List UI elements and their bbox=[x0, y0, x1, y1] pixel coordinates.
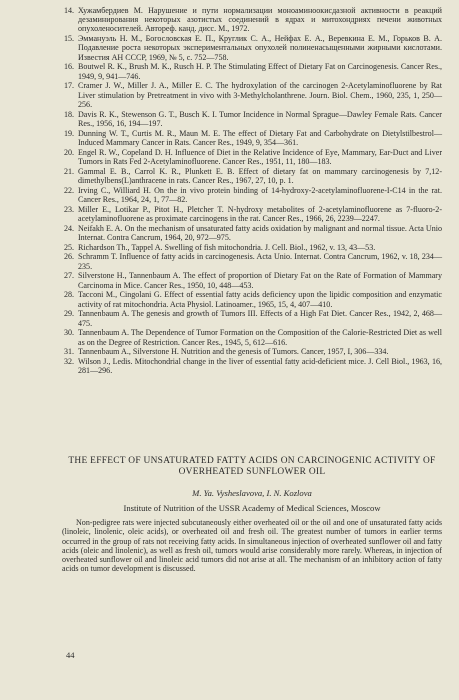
reference-item bbox=[62, 357, 442, 375]
reference-number: 22. bbox=[63, 185, 74, 195]
reference-text: Эммануэль Н. М., Богословская Е. П., Круглик С. А., Нейфах Е. А., Веревкина Е. М., Горьков В. А. Подавление роста некоторых экспериментальных опухолей полиненасыщенными жирными кислотами. Известия АН СССР, 1969, № 5, с. 752—758. bbox=[78, 34, 442, 62]
reference-item bbox=[62, 167, 442, 185]
reference-number: 18. bbox=[63, 109, 74, 119]
reference-text: Richardson Th., Tappel A. Swelling of fish mitochondria. J. Cell. Biol., 1962, v. 13, 43—53. bbox=[78, 242, 376, 252]
reference-number: 25. bbox=[63, 242, 74, 252]
reference-item bbox=[62, 271, 442, 289]
reference-item bbox=[62, 186, 442, 204]
reference-number: 26. bbox=[63, 252, 74, 262]
reference-text: Dunning W. T., Curtis M. R., Maun M. E. The effect of Dietary Fat and Carbohydrate on Dietylstilbestrol—Induced Mammary Cancer in Rats. Cancer Res., 1949, 9, 354—361. bbox=[78, 128, 442, 147]
reference-text: Cramer J. W., Miller J. A., Miller E. C. The hydroxylation of the carcinogen 2-Acetylaminofluorene by Rat Liver stimulation by Pretreatment in vivo with 3-Methylcholanthrene. Journ. Biol. Chem., 1960, 235, 1, 250—256. bbox=[78, 81, 442, 109]
reference-item bbox=[62, 290, 442, 308]
reference-text: Neifakh E. A. On the mechanism of unsaturated fatty acids oxidation by malignant and normal tissue. Acta Unio Internat. Contra Cancrum, 1964, 20, 972—975. bbox=[78, 223, 442, 242]
article-title: THE EFFECT OF UNSATURATED FATTY ACIDS ON CARCINOGENIC ACTIVITY OF OVERHEATED SUNFLOWER OIL bbox=[68, 456, 436, 477]
reference-text: Schramm T. Influence of fatty acids in carcinogenesis. Acta Unio. Internat. Contra Cancrum, 1962, v. 18, 234—235. bbox=[78, 252, 442, 271]
reference-text: Хужамбердиев М. Нарушение и пути нормализации монoаминоокисдазной активности в реакций дезаминирования некоторых азотистых соединений в ядрах и митохондриях печени животных опухоленосителей. Автореф. канд. дисс. М., 1972. bbox=[78, 6, 442, 34]
article-authors: M. Ya. Vysheslavova, I. N. Kozlova bbox=[192, 488, 312, 498]
reference-text: Silverstone H., Tannenbaum A. The effect of proportion of Dietary Fat on the Rate of Formation of Mammary Carcinoma in Mice. Cancer Res., 1950, 10, 448—453. bbox=[78, 271, 442, 290]
reference-item bbox=[62, 62, 442, 80]
reference-item bbox=[62, 129, 442, 147]
reference-item bbox=[62, 6, 442, 34]
reference-number: 29. bbox=[63, 309, 74, 319]
reference-text: Gammal E. B., Carrol K. R., Plunkett E. B. Effect of dietary fat on mammary carcinogenesis by 7,12-dimethylbens(L)anthracene in rats. Cancer Res., 1967, 27, 10, p. 1. bbox=[78, 166, 442, 185]
reference-number: 23. bbox=[63, 204, 74, 214]
reference-number: 32. bbox=[63, 357, 74, 367]
reference-number: 19. bbox=[63, 128, 74, 138]
reference-number: 31. bbox=[63, 347, 74, 357]
reference-number: 20. bbox=[63, 147, 74, 157]
reference-item bbox=[62, 34, 442, 62]
reference-text: Tannenbaum A., Silverstone H. Nutrition and the genesis of Tumors. Cancer, 1957, I, 306—334. bbox=[78, 347, 389, 357]
reference-item bbox=[62, 224, 442, 242]
reference-number: 16. bbox=[63, 62, 74, 72]
reference-text: Davis R. K., Stewenson G. T., Busch K. I. Tumor Incidence in Normal Sprague—Dawley Female Rats. Cancer Res., 1956, 16, 194—197. bbox=[78, 109, 442, 128]
article-abstract: Non-pedigree rats were injected subcutaneously either overheated oil or the oil and one of unsaturated fatty acids (linoleic, linolenic, oleic acids), or overheated oil and fresh oil. The greatest number of tumors in earlier terms occurred in the group of rats not receiving fatty acids. In simultaneous injection of overheated sunflower oil and fatty acids (oleic and linolenic), as well as fresh oil, tumors would arise considerably more rarely. Whereas, in injection of overheated sunflower oil and linoleic acid tumors did not arise at all. The mechanism of an inhibitory action of fatty acids on tumor development is discussed. bbox=[62, 518, 442, 574]
reference-text: Wilson J., Ledis. Mitochondrial change in the liver of essential fatty acid-deficient mice. J. Cell Biol., 1963, 16, 281—296. bbox=[78, 357, 442, 376]
reference-number: 28. bbox=[63, 290, 74, 300]
reference-text: Tacconi M., Cingolani G. Effect of essential fatty acids deficiency upon the lipidic composition and enzymatic activity of rat mitochondria. Acta Physiol. Latinoamer., 1965, 15, 4, 407—410. bbox=[78, 290, 442, 309]
reference-text: Irving C., Williard H. On the in vivo protein binding of 14-hydroxy-2-acetylaminofluorene-I-C14 in the rat. Cancer Res., 1964, 24, 1, 77—82. bbox=[78, 185, 442, 204]
reference-text: Boutwel R. K., Brush M. K., Rusch H. P. The Stimulating Effect of Dietary Fat on Carcinogenesis. Cancer Res., 1949, 9, 941—746. bbox=[78, 62, 442, 81]
reference-item bbox=[62, 252, 442, 270]
reference-item bbox=[62, 110, 442, 128]
reference-number: 15. bbox=[63, 34, 74, 44]
page-number: 44 bbox=[66, 650, 75, 660]
reference-text: Engel R. W., Copeland D. H. Influence of Diet in the Relative Incidence of Eye, Mammary, Ear-Duct and Liver Tumors in Rats Fed 2-Acetylaminofluorene. Cancer Res., 1951, 11, 180—183. bbox=[78, 147, 442, 166]
reference-item bbox=[62, 243, 442, 252]
reference-text: Tannenbaum A. The Dependence of Tumor Formation on the Composition of the Calorie-Restricted Diet as well as on the Degree of Restriction. Cancer Res., 1945, 5, 612—616. bbox=[78, 328, 442, 347]
reference-text: Miller E., Lotikar P., Pitot H., Pletcher T. N-hydroxy metabolites of 2-acetylaminofluorene as 7-fluoro-2-acetylaminofluorene as proximate carcinogens in the rat. Cancer Res., 1966, 26, 2239—2247. bbox=[78, 204, 442, 223]
reference-text: Tannenbaum A. The genesis and growth of Tumors III. Effects of a High Fat Diet. Cancer Res., 1942, 2, 468—475. bbox=[78, 309, 442, 328]
reference-number: 24. bbox=[63, 223, 74, 233]
reference-item bbox=[62, 309, 442, 327]
reference-item bbox=[62, 347, 442, 356]
reference-number: 17. bbox=[63, 81, 74, 91]
reference-item bbox=[62, 81, 442, 109]
reference-item bbox=[62, 205, 442, 223]
reference-number: 30. bbox=[63, 328, 74, 338]
reference-number: 14. bbox=[63, 6, 74, 15]
reference-number: 27. bbox=[63, 271, 74, 281]
reference-item bbox=[62, 148, 442, 166]
reference-item bbox=[62, 328, 442, 346]
reference-list bbox=[62, 6, 442, 376]
reference-number: 21. bbox=[63, 166, 74, 176]
article-institute: Institute of Nutrition of the USSR Academy of Medical Sciences, Moscow bbox=[123, 503, 381, 513]
